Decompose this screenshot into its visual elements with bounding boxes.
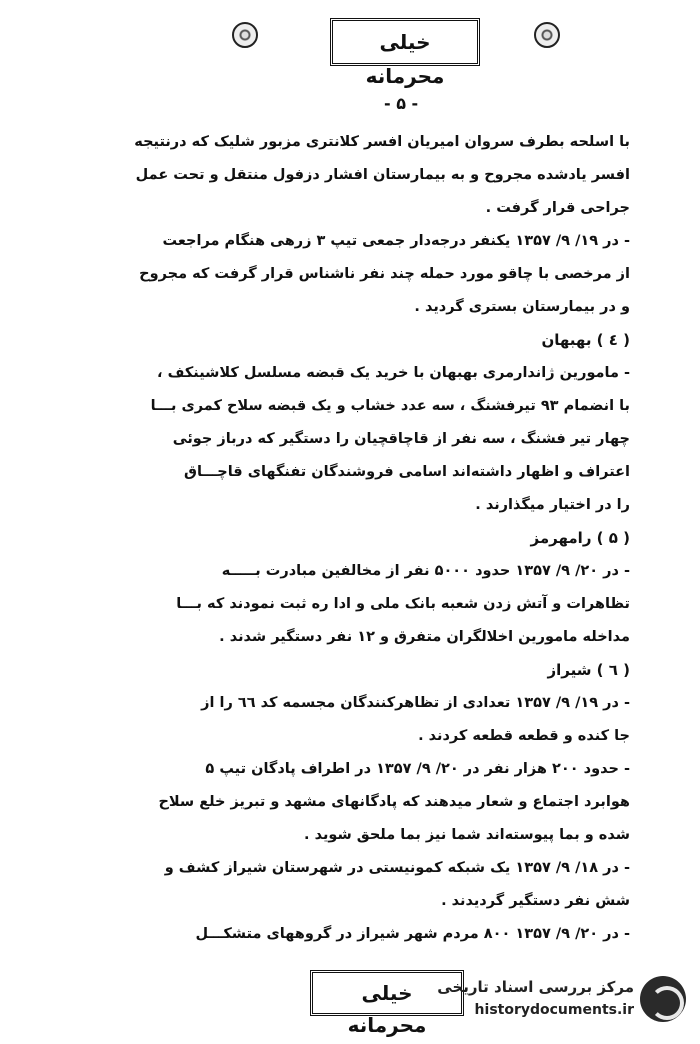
text-line: - در ۲۰/ ۹/ ۱۳۵۷ ۸۰۰ مردم شهر شیراز در گروههای متشکـــل [195, 926, 630, 942]
text-line: - مامورین ژاندارمری بهبهان با خرید یک قبضه مسلسل کلاشینکف ، [157, 365, 630, 381]
text-line: با اسلحه بطرف سروان امیریان افسر کلانتری مزبور شلیک که درنتیجه [134, 134, 630, 150]
text-line: جا کنده و قطعه قطعه کردند . [418, 728, 630, 744]
text-line: را در اختیار میگذارند . [475, 497, 630, 513]
watermark-title: مرکز بررسی اسناد تاریخی [437, 978, 634, 996]
section-heading-behbahan: ( ٤ ) بهبهان [541, 331, 630, 349]
text-line: - در ۱۸/ ۹/ ۱۳۵۷ یک شبکه کمونیستی در شهرستان شیراز کشف و [164, 860, 630, 876]
watermark-url: historydocuments.ir [474, 1002, 634, 1018]
classification-stamp-top: خیلی محرمانه [330, 18, 480, 66]
text-line: شده و بما پیوسته‌اند شما نیز بما ملحق شوید . [304, 827, 630, 843]
text-line: چهار تیر فشنگ ، سه نفر از قاچاقچیان را دستگیر که درباز جوئی [172, 431, 630, 447]
text-line: و در بیمارستان بستری گردید . [414, 299, 630, 315]
page-number: - ۵ - [384, 94, 419, 113]
document-body [40, 126, 630, 951]
text-line: - در ۱۹/ ۹/ ۱۳۵۷ یکنفر درجه‌دار جمعی تیپ ۳ زرهی هنگام مراجعت [162, 233, 630, 249]
classification-stamp-bottom: خیلی محرمانه [310, 970, 464, 1016]
text-line: هوابرد اجتماع و شعار میدهند که پادگانهای مشهد و تبریز خلع سلاح [158, 794, 630, 810]
text-line: - در ۲۰/ ۹/ ۱۳۵۷ حدود ۵۰۰۰ نفر از مخالفین مبادرت بـــــه [221, 563, 630, 579]
text-line: از مرخصی با چاقو مورد حمله چند نفر ناشناس قرار گرفت که مجروح [139, 266, 630, 282]
text-line: اعتراف و اظهار داشته‌اند اسامی فروشندگان تفنگهای قاچـــاق [183, 464, 630, 480]
text-line: - حدود ۲۰۰ هزار نفر در ۲۰/ ۹/ ۱۳۵۷ در اطراف پادگان تیپ ۵ [205, 761, 630, 777]
text-line: شش نفر دستگیر گردیدند . [441, 893, 630, 909]
text-line: جراحی قرار گرفت . [485, 200, 630, 216]
text-line: - در ۱۹/ ۹/ ۱۳۵۷ تعدادی از تظاهرکنندگان مجسمه کد ٦٦ را از [201, 695, 630, 711]
text-line: با انضمام ۹۳ تیرفشنگ ، سه عدد خشاب و یک قبضه سلاح کمری بـــا [150, 398, 630, 414]
section-heading-ramhormoz: ( ۵ ) رامهرمز [530, 529, 630, 547]
archive-logo-icon [640, 976, 686, 1022]
text-line: تظاهرات و آتش زدن شعبه بانک ملی و ادا ره ثبت نمودند که بـــا [176, 596, 630, 612]
text-line: افسر یادشده مجروح و به بیمارستان افشار دزفول منتقل و تحت عمل [135, 167, 630, 183]
punch-hole-left [232, 22, 258, 48]
punch-hole-right [534, 22, 560, 48]
section-heading-shiraz: ( ٦ ) شیراز [547, 661, 630, 679]
watermark-logo [437, 972, 688, 1032]
text-line: مداخله مامورین اخلالگران متفرق و ۱۲ نفر دستگیر شدند . [219, 629, 630, 645]
